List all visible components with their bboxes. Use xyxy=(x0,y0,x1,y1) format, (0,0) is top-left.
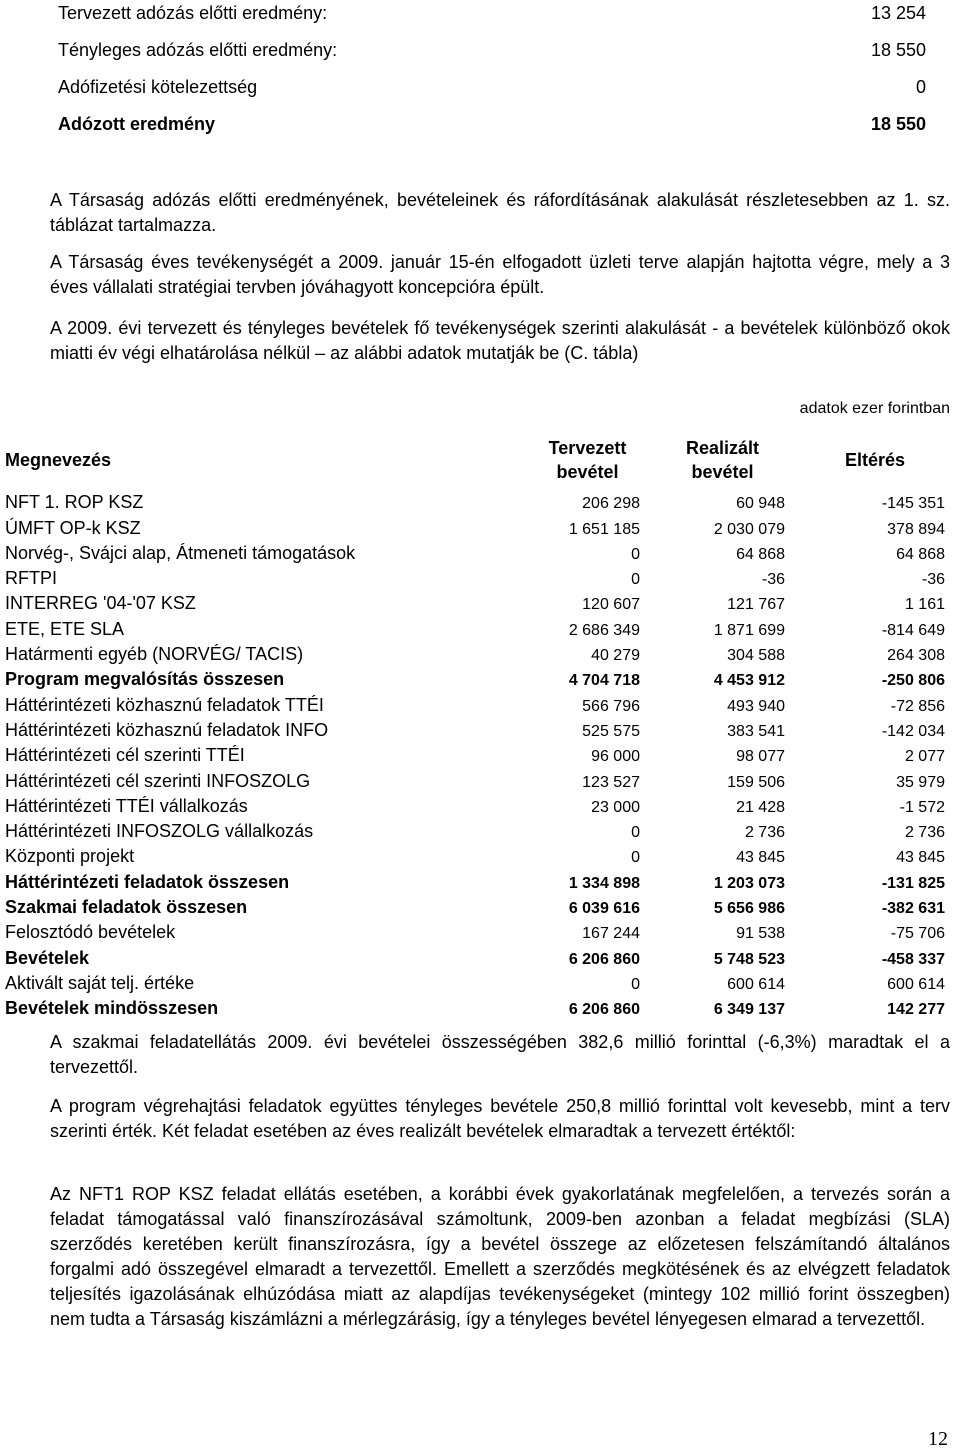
table-row xyxy=(5,614,945,639)
cell-name: Felosztódó bevételek xyxy=(5,922,176,943)
cell-diff: 1 161 xyxy=(904,596,945,614)
cell-planned: 40 279 xyxy=(591,647,640,665)
cell-diff: 142 277 xyxy=(887,1001,945,1019)
cell-planned: 566 796 xyxy=(582,697,640,715)
table-row xyxy=(5,943,945,968)
cell-planned: 0 xyxy=(631,824,640,842)
table-row xyxy=(5,817,945,842)
cell-name: Határmenti egyéb (NORVÉG/ TACIS) xyxy=(5,644,304,665)
cell-planned: 0 xyxy=(631,571,640,589)
cell-planned: 120 607 xyxy=(582,596,640,614)
summary-label: Tényleges adózás előtti eredmény: xyxy=(58,40,338,60)
cell-name: Háttérintézeti INFOSZOLG vállalkozás xyxy=(5,821,314,842)
cell-diff: 43 845 xyxy=(896,849,945,867)
table-row xyxy=(5,564,945,589)
cell-planned: 0 xyxy=(631,975,640,993)
table-row xyxy=(5,716,945,741)
cell-realized: 6 349 137 xyxy=(713,1001,785,1019)
header-diff: Eltérés xyxy=(844,450,906,470)
cell-planned: 0 xyxy=(631,545,640,563)
summary-label: Tervezett adózás előtti eredmény: xyxy=(58,3,328,23)
cell-diff: 35 979 xyxy=(896,773,945,791)
summary-value: 18 550 xyxy=(870,40,926,60)
cell-diff: -382 631 xyxy=(881,900,945,918)
cell-name: Háttérintézeti feladatok összesen xyxy=(5,871,290,892)
header-name: Megnevezés xyxy=(5,450,112,470)
cell-realized: 4 453 912 xyxy=(713,672,785,690)
cell-diff: -75 706 xyxy=(890,925,945,943)
cell-planned: 4 704 718 xyxy=(568,672,640,690)
cell-diff: -72 856 xyxy=(890,697,945,715)
paragraph-shortfall: A szakmai feladatellátás 2009. évi bevételei összességében 382,6 millió forinttal (-6,3%) maradtak el a tervezettől. xyxy=(50,1032,950,1077)
summary-row xyxy=(58,74,926,111)
header-planned: Tervezett bevétel xyxy=(548,438,627,482)
table-row xyxy=(5,488,945,513)
header-realized: Realizált bevétel xyxy=(685,438,760,482)
cell-name: NFT 1. ROP KSZ xyxy=(5,492,144,513)
table-row xyxy=(5,969,945,994)
table-row xyxy=(5,893,945,918)
table-row xyxy=(5,792,945,817)
cell-realized: 5 656 986 xyxy=(713,900,785,918)
cell-realized: 493 940 xyxy=(727,697,785,715)
cell-name: Szakmai feladatok összesen xyxy=(5,897,248,918)
cell-planned: 525 575 xyxy=(582,722,640,740)
table-row xyxy=(5,640,945,665)
cell-name: Bevételek mindösszesen xyxy=(5,998,219,1019)
cell-name: RFTPI xyxy=(5,568,57,589)
table-row xyxy=(5,867,945,892)
cell-name: Háttérintézeti cél szerinti INFOSZOLG xyxy=(5,770,311,791)
cell-diff: -458 337 xyxy=(881,950,945,968)
cell-realized: 600 614 xyxy=(727,975,785,993)
paragraph-program-revenue: A program végrehajtási feladatok együttes tényleges bevétele 250,8 millió forinttal volt kevesebb, mint a terv szerinti érték. Két feladat esetében az éves realizált bevételek elmaradtak a tervezett értéktől: xyxy=(50,1096,950,1141)
cell-realized: 1 203 073 xyxy=(713,874,785,892)
cell-realized: 304 588 xyxy=(727,647,785,665)
cell-name: Központi projekt xyxy=(5,846,135,867)
table-row xyxy=(5,766,945,791)
cell-name: Háttérintézeti TTÉI vállalkozás xyxy=(5,795,248,816)
cell-planned: 6 039 616 xyxy=(568,900,640,918)
table-row xyxy=(5,842,945,867)
cell-diff: 264 308 xyxy=(887,647,945,665)
table-row xyxy=(5,690,945,715)
table-header-row xyxy=(5,432,945,488)
summary-row xyxy=(58,111,926,148)
page-number: 12 xyxy=(928,1428,948,1450)
cell-name: Norvég-, Svájci alap, Átmeneti támogatások xyxy=(5,542,356,563)
cell-name: ETE, ETE SLA xyxy=(5,618,125,639)
cell-planned: 206 298 xyxy=(582,495,640,513)
cell-planned: 6 206 860 xyxy=(568,950,640,968)
cell-realized: 2 736 xyxy=(744,824,785,842)
unit-note: adatok ezer forintban xyxy=(799,400,950,417)
cell-diff: 2 077 xyxy=(904,748,945,766)
summary-label: Adófizetési kötelezettség xyxy=(58,77,258,97)
paragraph-revenue-intro: A 2009. évi tervezett és tényleges bevételek fő tevékenységek szerinti alakulását - a bevételek különböző okok miatti év végi elhatárolása nélkül – az alábbi adatok mutatják be (C. tábla) xyxy=(50,318,950,363)
cell-realized: 91 538 xyxy=(736,925,785,943)
table-row xyxy=(5,741,945,766)
cell-diff: 378 894 xyxy=(887,520,945,538)
cell-realized: -36 xyxy=(761,571,785,589)
cell-realized: 43 845 xyxy=(736,849,785,867)
paragraph-results: A Társaság adózás előtti eredményének, bevételeinek és ráfordításának alakulását részletesebben az 1. sz. táblázat tartalmazza. xyxy=(50,190,950,235)
cell-diff: -1 572 xyxy=(899,798,945,816)
cell-realized: 159 506 xyxy=(727,773,785,791)
cell-diff: -250 806 xyxy=(881,672,945,690)
table-row xyxy=(5,589,945,614)
summary-label: Adózott eredmény xyxy=(58,114,216,134)
summary-value: 13 254 xyxy=(870,3,926,23)
cell-realized: 64 868 xyxy=(736,545,785,563)
cell-name: ÚMFT OP-k KSZ xyxy=(5,517,141,538)
cell-name: Háttérintézeti közhasznú feladatok TTÉI xyxy=(5,694,324,715)
cell-planned: 1 651 185 xyxy=(568,520,640,538)
summary-row xyxy=(58,37,926,74)
table-row xyxy=(5,513,945,538)
cell-diff: -36 xyxy=(921,571,945,589)
cell-realized: 383 541 xyxy=(727,722,785,740)
cell-name: Háttérintézeti cél szerinti TTÉI xyxy=(5,745,245,766)
cell-diff: -131 825 xyxy=(881,874,945,892)
table-row xyxy=(5,994,945,1019)
summary-block xyxy=(58,0,926,148)
summary-row xyxy=(58,0,926,37)
summary-value: 0 xyxy=(915,77,926,97)
cell-name: INTERREG '04-'07 KSZ xyxy=(5,593,196,614)
cell-planned: 1 334 898 xyxy=(568,874,640,892)
cell-planned: 2 686 349 xyxy=(568,621,640,639)
cell-realized: 2 030 079 xyxy=(713,520,785,538)
cell-diff: -145 351 xyxy=(881,495,945,513)
cell-planned: 167 244 xyxy=(582,925,640,943)
paragraph-nft-details: Az NFT1 ROP KSZ feladat ellátás esetében, a korábbi évek gyakorlatának megfelelően, a tervezés során a feladat támogatással való finanszírozásával számoltunk, 2009-ben azonban a feladat megbízási (SLA) szerződés keretében került finanszírozásra, így a bevétel összege az előzetesen felszámítandó általános forgalmi adó összegével elmaradt a tervezettől. Emellett a szerződés megkötésének és az elvégzett feladatok teljesítés igazolásának elhúzódása miatt az alapdíjas tevékenységeket (mintegy 102 millió forint összegben) nem tudta a Társaság kiszámlázni a mérlegzárásig, így a tényleges bevétel lényegesen elmarad a tervezettől. xyxy=(50,1184,950,1329)
cell-planned: 0 xyxy=(631,849,640,867)
cell-realized: 21 428 xyxy=(736,798,785,816)
cell-planned: 96 000 xyxy=(591,748,640,766)
cell-name: Háttérintézeti közhasznú feladatok INFO xyxy=(5,719,329,740)
cell-name: Bevételek xyxy=(5,947,90,968)
cell-realized: 60 948 xyxy=(736,495,785,513)
cell-planned: 123 527 xyxy=(582,773,640,791)
cell-diff: 2 736 xyxy=(904,824,945,842)
cell-diff: 600 614 xyxy=(887,975,945,993)
cell-name: Program megvalósítás összesen xyxy=(5,669,285,690)
cell-realized: 121 767 xyxy=(727,596,785,614)
table-row xyxy=(5,665,945,690)
cell-realized: 98 077 xyxy=(736,748,785,766)
table-row xyxy=(5,539,945,564)
cell-diff: -814 649 xyxy=(881,621,945,639)
paragraph-business-plan: A Társaság éves tevékenységét a 2009. január 15-én elfogadott üzleti terve alapján hajtotta végre, mely a 3 éves vállalati stratégiai tervben jóváhagyott koncepcióra épült. xyxy=(50,252,950,297)
revenue-table xyxy=(5,432,945,1019)
cell-name: Aktivált saját telj. értéke xyxy=(5,972,195,993)
cell-diff: -142 034 xyxy=(881,722,945,740)
cell-planned: 6 206 860 xyxy=(568,1001,640,1019)
table-row xyxy=(5,918,945,943)
cell-diff: 64 868 xyxy=(896,545,945,563)
cell-realized: 5 748 523 xyxy=(713,950,785,968)
cell-planned: 23 000 xyxy=(591,798,640,816)
summary-value: 18 550 xyxy=(870,114,926,134)
cell-realized: 1 871 699 xyxy=(713,621,785,639)
